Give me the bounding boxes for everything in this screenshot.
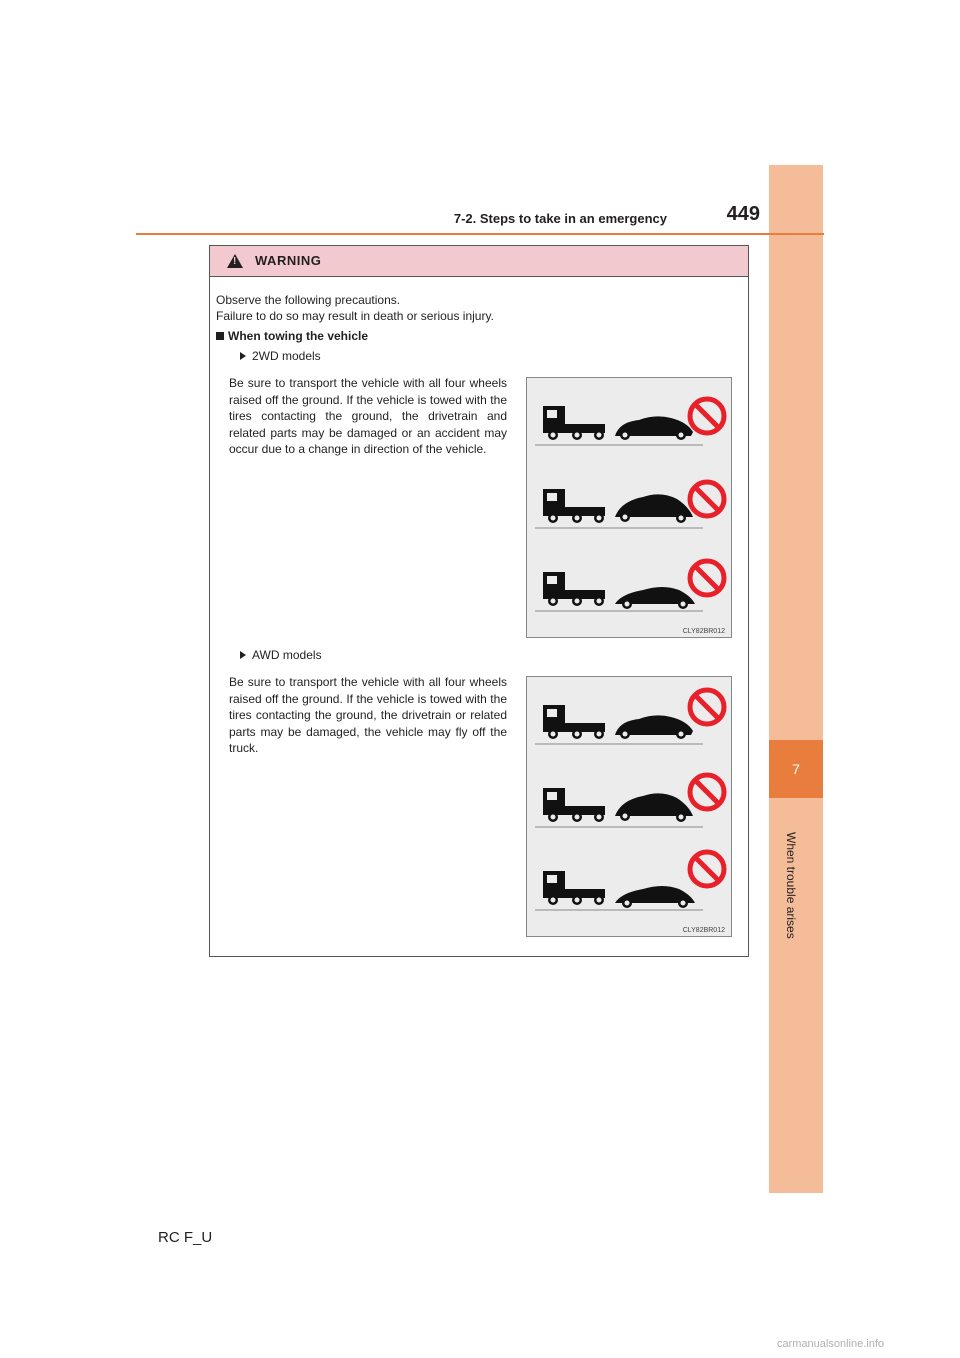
tow-scene [535, 852, 724, 910]
side-band [769, 165, 823, 1193]
tow-scene [535, 482, 724, 528]
paragraph-2wd: Be sure to transport the vehicle with all four wheels raised off the ground. If the vehicle is towed with the tires contacting the ground, the drivetrain and related parts may be damaged or an accident may occur due to a change in direction of the vehicle. [229, 376, 507, 456]
tow-scene [535, 399, 724, 445]
section-title: 7-2. Steps to take in an emergency [453, 211, 667, 226]
model-text: 2WD models [252, 349, 321, 363]
chapter-title: When trouble arises [784, 832, 798, 939]
model-text: AWD models [252, 648, 322, 662]
tow-scene [535, 690, 724, 744]
tow-scene [535, 561, 724, 611]
square-bullet-icon [216, 332, 224, 340]
model-code: RC F_U [158, 1229, 213, 1246]
model-label-awd [240, 648, 322, 662]
arrow-bullet-icon [240, 651, 246, 659]
figure-awd [526, 676, 732, 937]
warning-header [210, 246, 748, 277]
tow-scene [535, 775, 724, 827]
warning-intro [216, 292, 494, 324]
warning-title: WARNING [255, 253, 322, 268]
warning-box [209, 245, 749, 957]
subheading [216, 329, 368, 343]
towing-illustration [527, 677, 731, 936]
page-header [0, 203, 760, 231]
chapter-tab[interactable]: 7 [769, 740, 823, 798]
warning-triangle-icon [227, 254, 243, 268]
figure-2wd [526, 377, 732, 638]
intro-line: Failure to do so may result in death or serious injury. [216, 309, 494, 323]
paragraph-awd: Be sure to transport the vehicle with all four wheels raised off the ground. If the vehicle is towed with the tires contacting the ground, the drivetrain or related parts may be damaged, the vehicle may fly off the truck. [229, 675, 507, 755]
figure-code: CLY82BR012 [682, 628, 725, 635]
towing-illustration [527, 378, 731, 637]
model-label-2wd [240, 349, 321, 363]
intro-line: Observe the following precautions. [216, 293, 401, 307]
arrow-bullet-icon [240, 352, 246, 360]
figure-code: CLY82BR012 [682, 927, 725, 934]
header-rule [136, 233, 824, 235]
subheading-text: When towing the vehicle [228, 329, 369, 343]
page-number: 449 [726, 203, 760, 225]
watermark: carmanualsonline.info [777, 1338, 885, 1350]
